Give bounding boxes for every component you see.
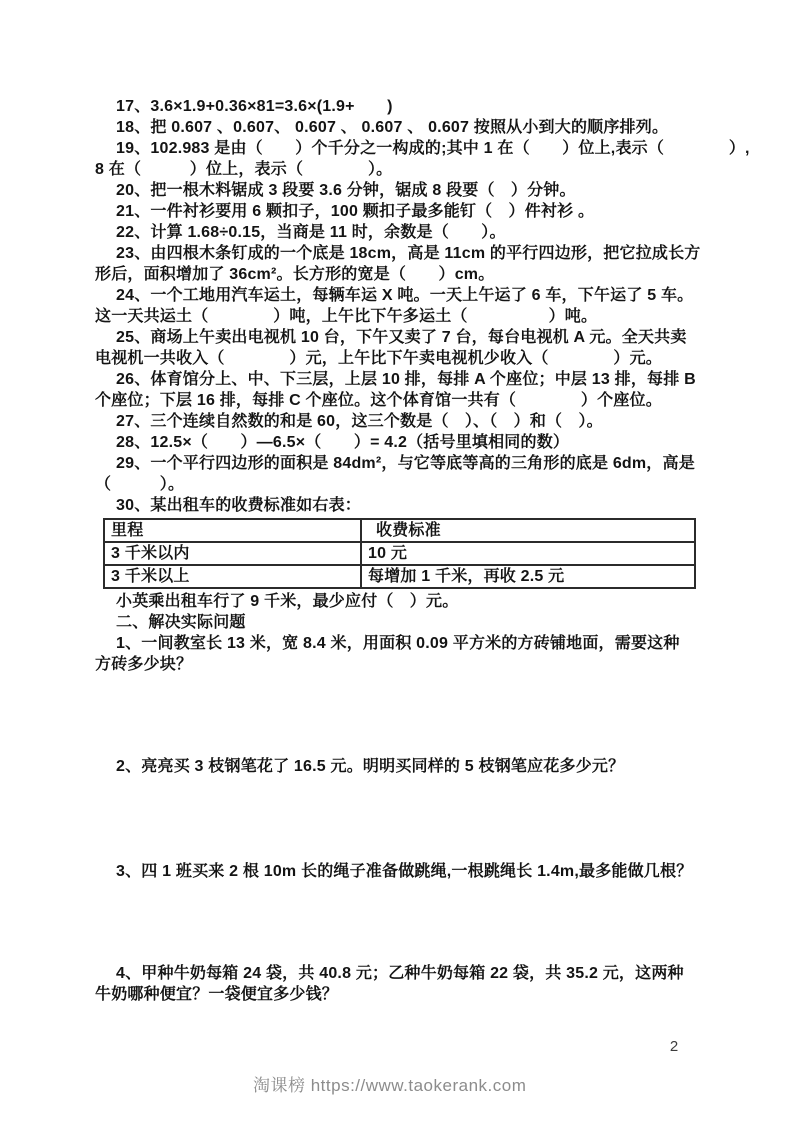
- worksheet-line-25: 25、商场上午卖出电视机 10 台，下午又卖了 7 台，每台电视机 A 元。全天共卖: [116, 329, 687, 346]
- table-header-distance: 里程: [104, 519, 361, 542]
- worksheet-line-23-cont: 形后，面积增加了 36cm²。长方形的宽是（ ）cm。: [95, 266, 495, 283]
- worksheet-line-19: 19、102.983 是由（ ）个千分之一构成的;其中 1 在（ ）位上,表示（ ）,: [116, 140, 750, 157]
- worksheet-line-18: 18、把 0.607 、0.607、 0.607 、 0.607 、 0.607 按照从小到大的顺序排列。: [116, 119, 669, 136]
- table-header-fare: 收费标准: [361, 519, 695, 542]
- problem-1-line: 1、一间教室长 13 米，宽 8.4 米，用面积 0.09 平方米的方砖铺地面，需要这种: [116, 635, 680, 652]
- worksheet-line-30-cont: 小英乘出租车行了 9 千米，最少应付（ ）元。: [116, 593, 459, 610]
- table-cell-fare-2: 每增加 1 千米，再收 2.5 元: [361, 565, 695, 588]
- problem-1-cont: 方砖多少块？: [95, 656, 193, 673]
- worksheet-body: [95, 96, 750, 1005]
- problem-4-cont: 牛奶哪种便宜？一袋便宜多少钱？: [95, 986, 339, 1003]
- worksheet-line-24: 24、一个工地用汽车运土，每辆车运 X 吨。一天上午运了 6 车，下午运了 5 车。: [116, 287, 694, 304]
- worksheet-line-19-cont: 8 在（ ）位上，表示（ ）。: [95, 161, 393, 178]
- table-header-row: [104, 519, 695, 542]
- worksheet-line-26: 26、体育馆分上、中、下三层，上层 10 排，每排 A 个座位；中层 13 排，每排 B: [116, 371, 696, 388]
- section-2-heading: 二、解决实际问题: [116, 614, 246, 631]
- worksheet-line-27: 27、三个连续自然数的和是 60，这三个数是（ ）、（ ）和（ ）。: [116, 413, 603, 430]
- worksheet-line-29-cont: （ ）。: [95, 476, 185, 493]
- problem-4-line: 4、甲种牛奶每箱 24 袋，共 40.8 元；乙种牛奶每箱 22 袋，共 35.2 元，这两种: [116, 965, 684, 982]
- problem-3-line: 3、四 1 班买来 2 根 10m 长的绳子准备做跳绳,一根跳绳长 1.4m,最多能做几根？: [116, 863, 693, 880]
- table-row: [104, 565, 695, 588]
- worksheet-line-28: 28、12.5×（ ）—6.5×（ ）= 4.2（括号里填相同的数）: [116, 434, 570, 451]
- worksheet-line-25-cont: 电视机一共收入（ ）元，上午比下午卖电视机少收入（ ）元。: [95, 350, 663, 367]
- table-cell-distance-1: 3 千米以内: [104, 542, 361, 565]
- taxi-fare-table: [103, 518, 696, 589]
- table-row: [104, 542, 695, 565]
- table-cell-fare-1: 10 元: [361, 542, 695, 565]
- worksheet-line-26-cont: 个座位；下层 16 排，每排 C 个座位。这个体育馆一共有（ ）个座位。: [95, 392, 662, 409]
- worksheet-line-29: 29、一个平行四边形的面积是 84dm²，与它等底等高的三角形的底是 6dm，高是: [116, 455, 695, 472]
- worksheet-line-30: 30、某出租车的收费标准如右表：: [116, 497, 361, 514]
- footer-watermark: 淘课榜 https://www.taokerank.com: [253, 1076, 527, 1095]
- worksheet-line-22: 22、计算 1.68÷0.15，当商是 11 时，余数是（ ）。: [116, 224, 506, 241]
- table-cell-distance-2: 3 千米以上: [104, 565, 361, 588]
- worksheet-line-17: 17、3.6×1.9+0.36×81=3.6×(1.9+ ): [116, 98, 393, 115]
- worksheet-line-23: 23、由四根木条钉成的一个底是 18cm，高是 11cm 的平行四边形，把它拉成长方: [116, 245, 701, 262]
- worksheet-line-24-cont: 这一天共运土（ ）吨，上午比下午多运土（ ）吨。: [95, 308, 598, 325]
- worksheet-line-20: 20、把一根木料锯成 3 段要 3.6 分钟，锯成 8 段要（ ）分钟。: [116, 182, 576, 199]
- page-number: 2: [669, 1038, 679, 1055]
- problem-2-line: 2、亮亮买 3 枝钢笔花了 16.5 元。明明买同样的 5 枝钢笔应花多少元？: [116, 758, 625, 775]
- worksheet-line-21: 21、一件衬衫要用 6 颗扣子，100 颗扣子最多能钉（ ）件衬衫 。: [116, 203, 595, 220]
